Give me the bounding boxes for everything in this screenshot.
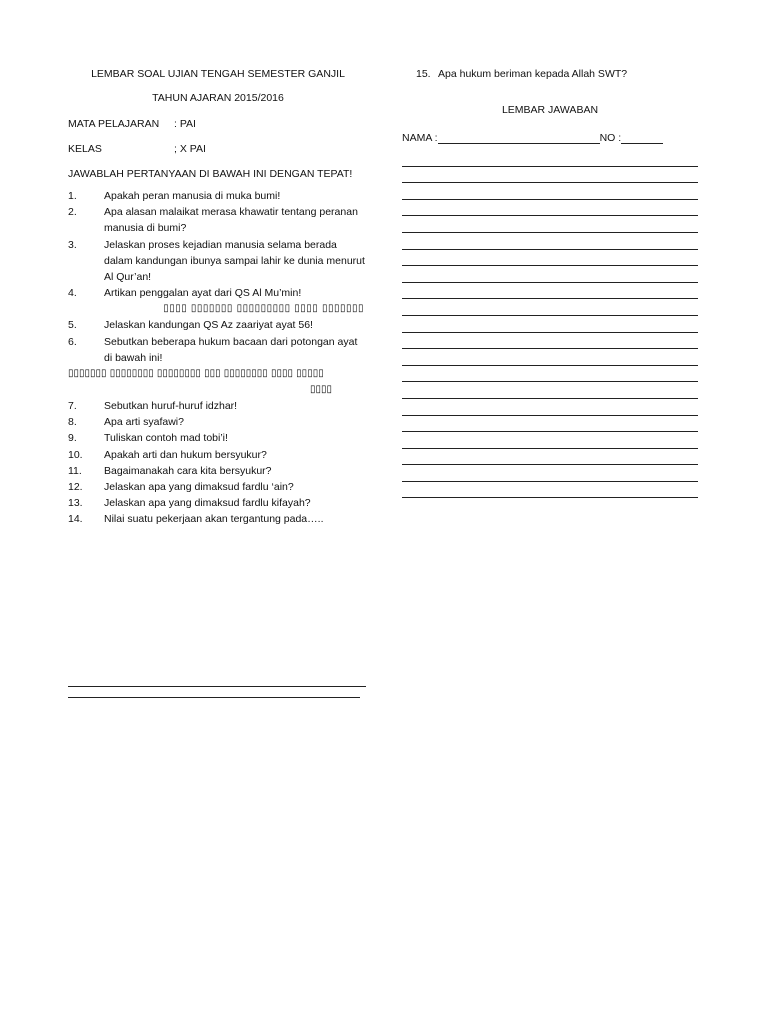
blank-line <box>68 687 360 698</box>
question-number: 1. <box>68 190 77 202</box>
answer-line[interactable] <box>402 333 698 350</box>
question-number: 10. <box>68 448 83 461</box>
answer-line[interactable] <box>402 416 698 433</box>
question-item <box>68 447 368 463</box>
field-value: ; X PAI <box>174 143 206 155</box>
instruction: JAWABLAH PERTANYAAN DI BAWAH INI DENGAN TEPAT! <box>68 168 353 180</box>
name-label: NAMA : <box>402 132 438 144</box>
question-item <box>68 285 368 301</box>
number-blank[interactable] <box>621 133 663 144</box>
question-text: Tuliskan contoh mad tobi’i! <box>104 432 228 445</box>
question-text: Sebutkan huruf-huruf idzhar! <box>104 400 238 413</box>
answer-line[interactable] <box>402 266 698 283</box>
question-number: 8. <box>68 416 77 429</box>
question-text: Apakah arti dan hukum bersyukur? <box>104 448 267 461</box>
answer-line[interactable] <box>402 250 698 267</box>
question-item <box>68 237 368 286</box>
question-item <box>68 398 368 414</box>
field-subject <box>68 118 368 130</box>
answer-lines <box>402 150 698 498</box>
answer-line[interactable] <box>402 366 698 383</box>
question-text: Apa alasan malaikat merasa khawatir tentang peranan manusia di bumi? <box>104 206 358 235</box>
answer-line[interactable] <box>402 349 698 366</box>
question-text: Nilai suatu pekerjaan akan tergantung pada….. <box>104 513 324 526</box>
question-number: 11. <box>68 464 82 477</box>
exam-title: LEMBAR SOAL UJIAN TENGAH SEMESTER GANJIL <box>91 68 345 80</box>
question-item <box>68 188 368 204</box>
question-text: Sebutkan beberapa hukum bacaan dari potongan ayat di bawah ini! <box>104 335 358 364</box>
question-item <box>68 317 368 333</box>
question-item <box>68 479 368 495</box>
question-item <box>68 495 368 511</box>
academic-year: TAHUN AJARAN 2015/2016 <box>152 92 284 104</box>
field-value: : PAI <box>174 118 196 130</box>
question-item <box>68 463 368 479</box>
arabic-verse-q4: ▯▯▯▯ ▯▯▯▯▯▯▯ ▯▯▯▯▯▯▯▯▯ ▯▯▯▯ ▯▯▯▯▯▯▯ <box>163 303 364 315</box>
question-item <box>68 334 368 366</box>
answer-line[interactable] <box>402 200 698 217</box>
answer-line[interactable] <box>402 167 698 184</box>
question-number: 13. <box>68 497 83 510</box>
field-label: KELAS <box>68 143 102 155</box>
answer-line[interactable] <box>402 482 698 499</box>
question-list <box>68 188 368 301</box>
question-number: 15. <box>416 68 431 80</box>
question-text: Apa hukum beriman kepada Allah SWT? <box>438 68 628 80</box>
answer-line[interactable] <box>402 233 698 250</box>
answer-line[interactable] <box>402 399 698 416</box>
question-column <box>68 68 368 528</box>
answer-line[interactable] <box>402 183 698 200</box>
question-text: Jelaskan apa yang dimaksud fardlu ‘ain? <box>104 481 294 494</box>
name-blank[interactable] <box>438 133 600 144</box>
answer-line[interactable] <box>402 465 698 482</box>
answer-line[interactable] <box>402 316 698 333</box>
question-list <box>68 317 368 366</box>
bottom-blank-lines <box>68 676 366 698</box>
number-label: NO : <box>599 132 622 144</box>
question-number: 7. <box>68 400 77 413</box>
question-number: 12. <box>68 481 83 494</box>
answer-line[interactable] <box>402 382 698 399</box>
question-item <box>402 68 698 80</box>
question-text: Jelaskan apa yang dimaksud fardlu kifayah? <box>104 497 311 510</box>
question-number: 2. <box>68 206 77 219</box>
question-number: 5. <box>68 319 77 332</box>
question-number: 14. <box>68 513 83 526</box>
question-item <box>68 511 368 527</box>
question-text: Jelaskan kandungan QS Az zaariyat ayat 56! <box>104 319 313 332</box>
question-text: Jelaskan proses kejadian manusia selama berada dalam kandungan ibunya sampai lahir ke dunia menurut Al Qur’an! <box>104 238 365 284</box>
arabic-verse-q6: ▯▯▯▯▯▯▯ ▯▯▯▯▯▯▯▯ ▯▯▯▯▯▯▯▯ ▯▯▯ ▯▯▯▯▯▯▯▯ ▯▯▯▯ ▯▯▯▯▯ <box>68 368 324 380</box>
field-class <box>68 143 368 155</box>
question-item <box>68 414 368 430</box>
question-item <box>68 204 368 236</box>
answer-sheet-title: LEMBAR JAWABAN <box>501 104 599 116</box>
question-text: Artikan penggalan ayat dari QS Al Mu’min! <box>104 287 302 300</box>
answer-line[interactable] <box>402 150 698 167</box>
question-text: Bagaimanakah cara kita bersyukur? <box>104 464 272 477</box>
question-number: 4. <box>68 287 77 300</box>
answer-column <box>402 68 698 498</box>
answer-line[interactable] <box>402 299 698 316</box>
question-number: 9. <box>68 432 77 445</box>
field-label: MATA PELAJARAN <box>68 118 160 130</box>
question-number: 3. <box>68 238 77 251</box>
arabic-verse-q6-end: ▯▯▯▯ <box>309 384 332 396</box>
blank-line <box>68 676 366 687</box>
question-text: Apakah peran manusia di muka bumi! <box>104 190 281 202</box>
name-number-row <box>402 132 698 144</box>
answer-line[interactable] <box>402 449 698 466</box>
question-number: 6. <box>68 335 77 348</box>
answer-line[interactable] <box>402 432 698 449</box>
question-item <box>68 430 368 446</box>
answer-line[interactable] <box>402 283 698 300</box>
question-list <box>68 398 368 528</box>
answer-line[interactable] <box>402 216 698 233</box>
question-text: Apa arti syafawi? <box>104 416 184 429</box>
